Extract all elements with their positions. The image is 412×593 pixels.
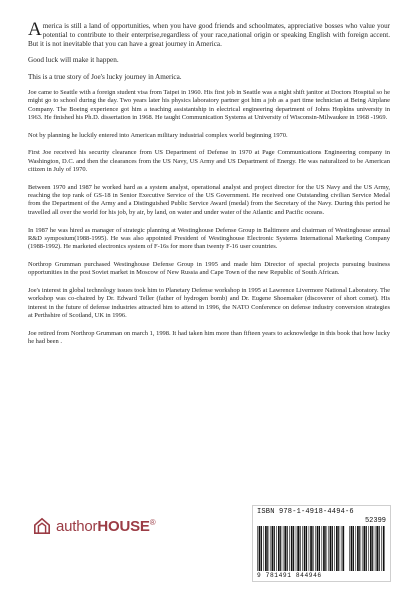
barcode-bar [357, 526, 359, 571]
barcode-bar [310, 526, 312, 571]
barcode-bar [376, 526, 378, 571]
ean-barcode-bars [257, 526, 345, 571]
barcode-bar [261, 526, 262, 571]
barcode-bar [284, 526, 286, 571]
publisher-logo [33, 513, 183, 539]
isbn-number: ISBN 978-1-4918-4494-6 [257, 508, 354, 516]
barcode-bar [366, 526, 367, 571]
barcode-bar [325, 526, 326, 571]
barcode-bar [362, 526, 363, 571]
barcode-bar [265, 526, 267, 571]
barcode-bar [341, 526, 342, 571]
paragraph-westinghouse: In 1987 he was hired as manager of strategic planning at Westinghouse Defense Group in Baltimore and chairman of Westinghouse annual R&D symposium(1988-1995). He was also appointed President of Westinghouse Electronic Systems International Marketing Company (1988-1992). He marketed electronics system of F-16s for more than twenty F-16 user countries. [28, 226, 390, 251]
barcode-bar [332, 526, 333, 571]
barcode-bar [338, 526, 339, 571]
true-story-line: This is a true story of Joe's lucky journey in America. [28, 72, 182, 81]
barcode-bar [383, 526, 385, 571]
barcode-bar [283, 526, 284, 571]
barcode-bar [280, 526, 281, 571]
barcode-bar [287, 526, 288, 571]
barcode-bar [259, 526, 261, 571]
paragraph-northrop: Northrop Grumman purchased Westinghouse Defense Group in 1995 and made him Director of special projects pursuing business opportunities in the post Soviet market in Moscow of New Russia and Cape Town of the new Republic of South African. [28, 260, 390, 277]
publisher-name-suffix: HOUSE [97, 517, 150, 535]
barcode-bar [289, 526, 290, 571]
barcode-bar [351, 526, 353, 571]
barcode-bar [291, 526, 293, 571]
ean-digits: 9 781491 844946 [257, 572, 322, 579]
barcode-bar [297, 526, 299, 571]
barcode-bar [355, 526, 356, 571]
paragraph-clearance: First Joe received his security clearance from US Department of Defense in 1970 at Page Communications Engineering company in Washington, D.C. and then the clearances from the US Navy, US Army and US Department of Energy. He was naturalized to be American citizen in July of 1970. [28, 149, 390, 174]
paragraph-global: Joe's interest in global technology issues took him to Planetary Defense workshop in 1995 at Lawrence Livermore National Laboratory. The workshop was co-chaired by Dr. Edward Teller (father of hydrogen bomb) and Dr. Eugene Shoemaker (discoverer of short comet). His interest in the future of defense industries attracted him to attend in 1996, the NATO Conference on defense industry conversion strategies at Perthshire of Scotland, UK in 1996. [28, 287, 390, 319]
paragraph-seattle: Joe came to Seattle with a foreign student visa from Taipei in 1960. His first job in Seattle was a night shift janitor at Doctors Hospital so he might go to school during the day. Two years later his physics laboratory partner got him a job as a part time technician at Being Airplane Company. The Boeing experience got him a teaching assistantship in electrical engineering department of Johns Hopkins university in 1963. He finished his Ph.D. dissertation in 1968. He taught Communication Systems at University of Wisconsin-Milwaukee in 1968 -1969. [28, 88, 390, 121]
barcode-bar [370, 526, 372, 571]
barcode-bar [300, 526, 301, 571]
barcode-bar [328, 526, 329, 571]
barcode-bar [364, 526, 366, 571]
back-cover-text [28, 19, 390, 356]
barcode-bar [379, 526, 380, 571]
barcode-bar [267, 526, 268, 571]
barcode-bar [349, 526, 350, 571]
publisher-name [56, 518, 155, 535]
barcode-bar [315, 526, 316, 571]
barcode-bar [375, 526, 376, 571]
barcode-bar [272, 526, 274, 571]
barcode-bar [372, 526, 373, 571]
publisher-name-prefix: author [56, 517, 98, 535]
barcode-bar [257, 526, 258, 571]
barcode-bar [302, 526, 303, 571]
barcode-bar [330, 526, 332, 571]
barcode-bar [334, 526, 335, 571]
barcode-bar [312, 526, 313, 571]
barcode-bar [270, 526, 271, 571]
barcode-bar [322, 526, 323, 571]
barcode-bar [309, 526, 310, 571]
barcode-bar [317, 526, 319, 571]
barcode-bar [263, 526, 264, 571]
addon-barcode-bars [349, 526, 385, 571]
barcode-bar [274, 526, 275, 571]
barcode-bar [342, 526, 344, 571]
barcode-bar [323, 526, 325, 571]
barcode-bar [304, 526, 306, 571]
registered-mark: ® [149, 517, 156, 527]
price-code: 52399 [364, 517, 386, 525]
barcode-bar [353, 526, 354, 571]
good-luck-line: Good luck will make it happen. [28, 56, 119, 65]
barcode-bar [293, 526, 294, 571]
barcode-bar [359, 526, 360, 571]
house-logo-icon [33, 517, 51, 535]
intro-paragraph [28, 19, 390, 48]
barcode-bar [336, 526, 338, 571]
barcode-bar [296, 526, 297, 571]
barcode-bar [278, 526, 280, 571]
isbn-barcode [252, 505, 391, 582]
intro-text: merica is still a land of opportunities, when you have good friends and schoolmates, appreciative bosses who value your potential to contribute to their enterprise,regardless of your race,national origin or speaking English with foreign accent. But it is not inevitable that you can have a great journey in America. [28, 22, 390, 48]
drop-cap: A [28, 19, 42, 40]
barcode-bar [319, 526, 320, 571]
barcode-bar [368, 526, 369, 571]
paragraph-retired: Joe retired from Northrop Grumman on march 1, 1998. It had taken him more than fifteen years to acknowledge in this book that how lucky he had been . [28, 329, 390, 346]
barcode-bar [381, 526, 382, 571]
paragraph-military: Not by planning he luckily entered into American military industrial complex world beginning 1970. [28, 131, 288, 139]
paragraph-career: Between 1970 and 1987 he worked hard as a system analyst, operational analyst and project director for the US Navy and the US Army, reaching the top rank of GS-18 in Senior Executive Service of the US Government. He received one Outstanding civilian Service Medal from the Department of the Army and a Distinguished Public Service Award (medal) from the Secretary of the Navy. During this period he travelled all over the world for his job, by air, by land, on water and under water of the Atlantic and Pacific oceans. [28, 183, 390, 216]
barcode-bar [276, 526, 277, 571]
barcode-bar [306, 526, 307, 571]
